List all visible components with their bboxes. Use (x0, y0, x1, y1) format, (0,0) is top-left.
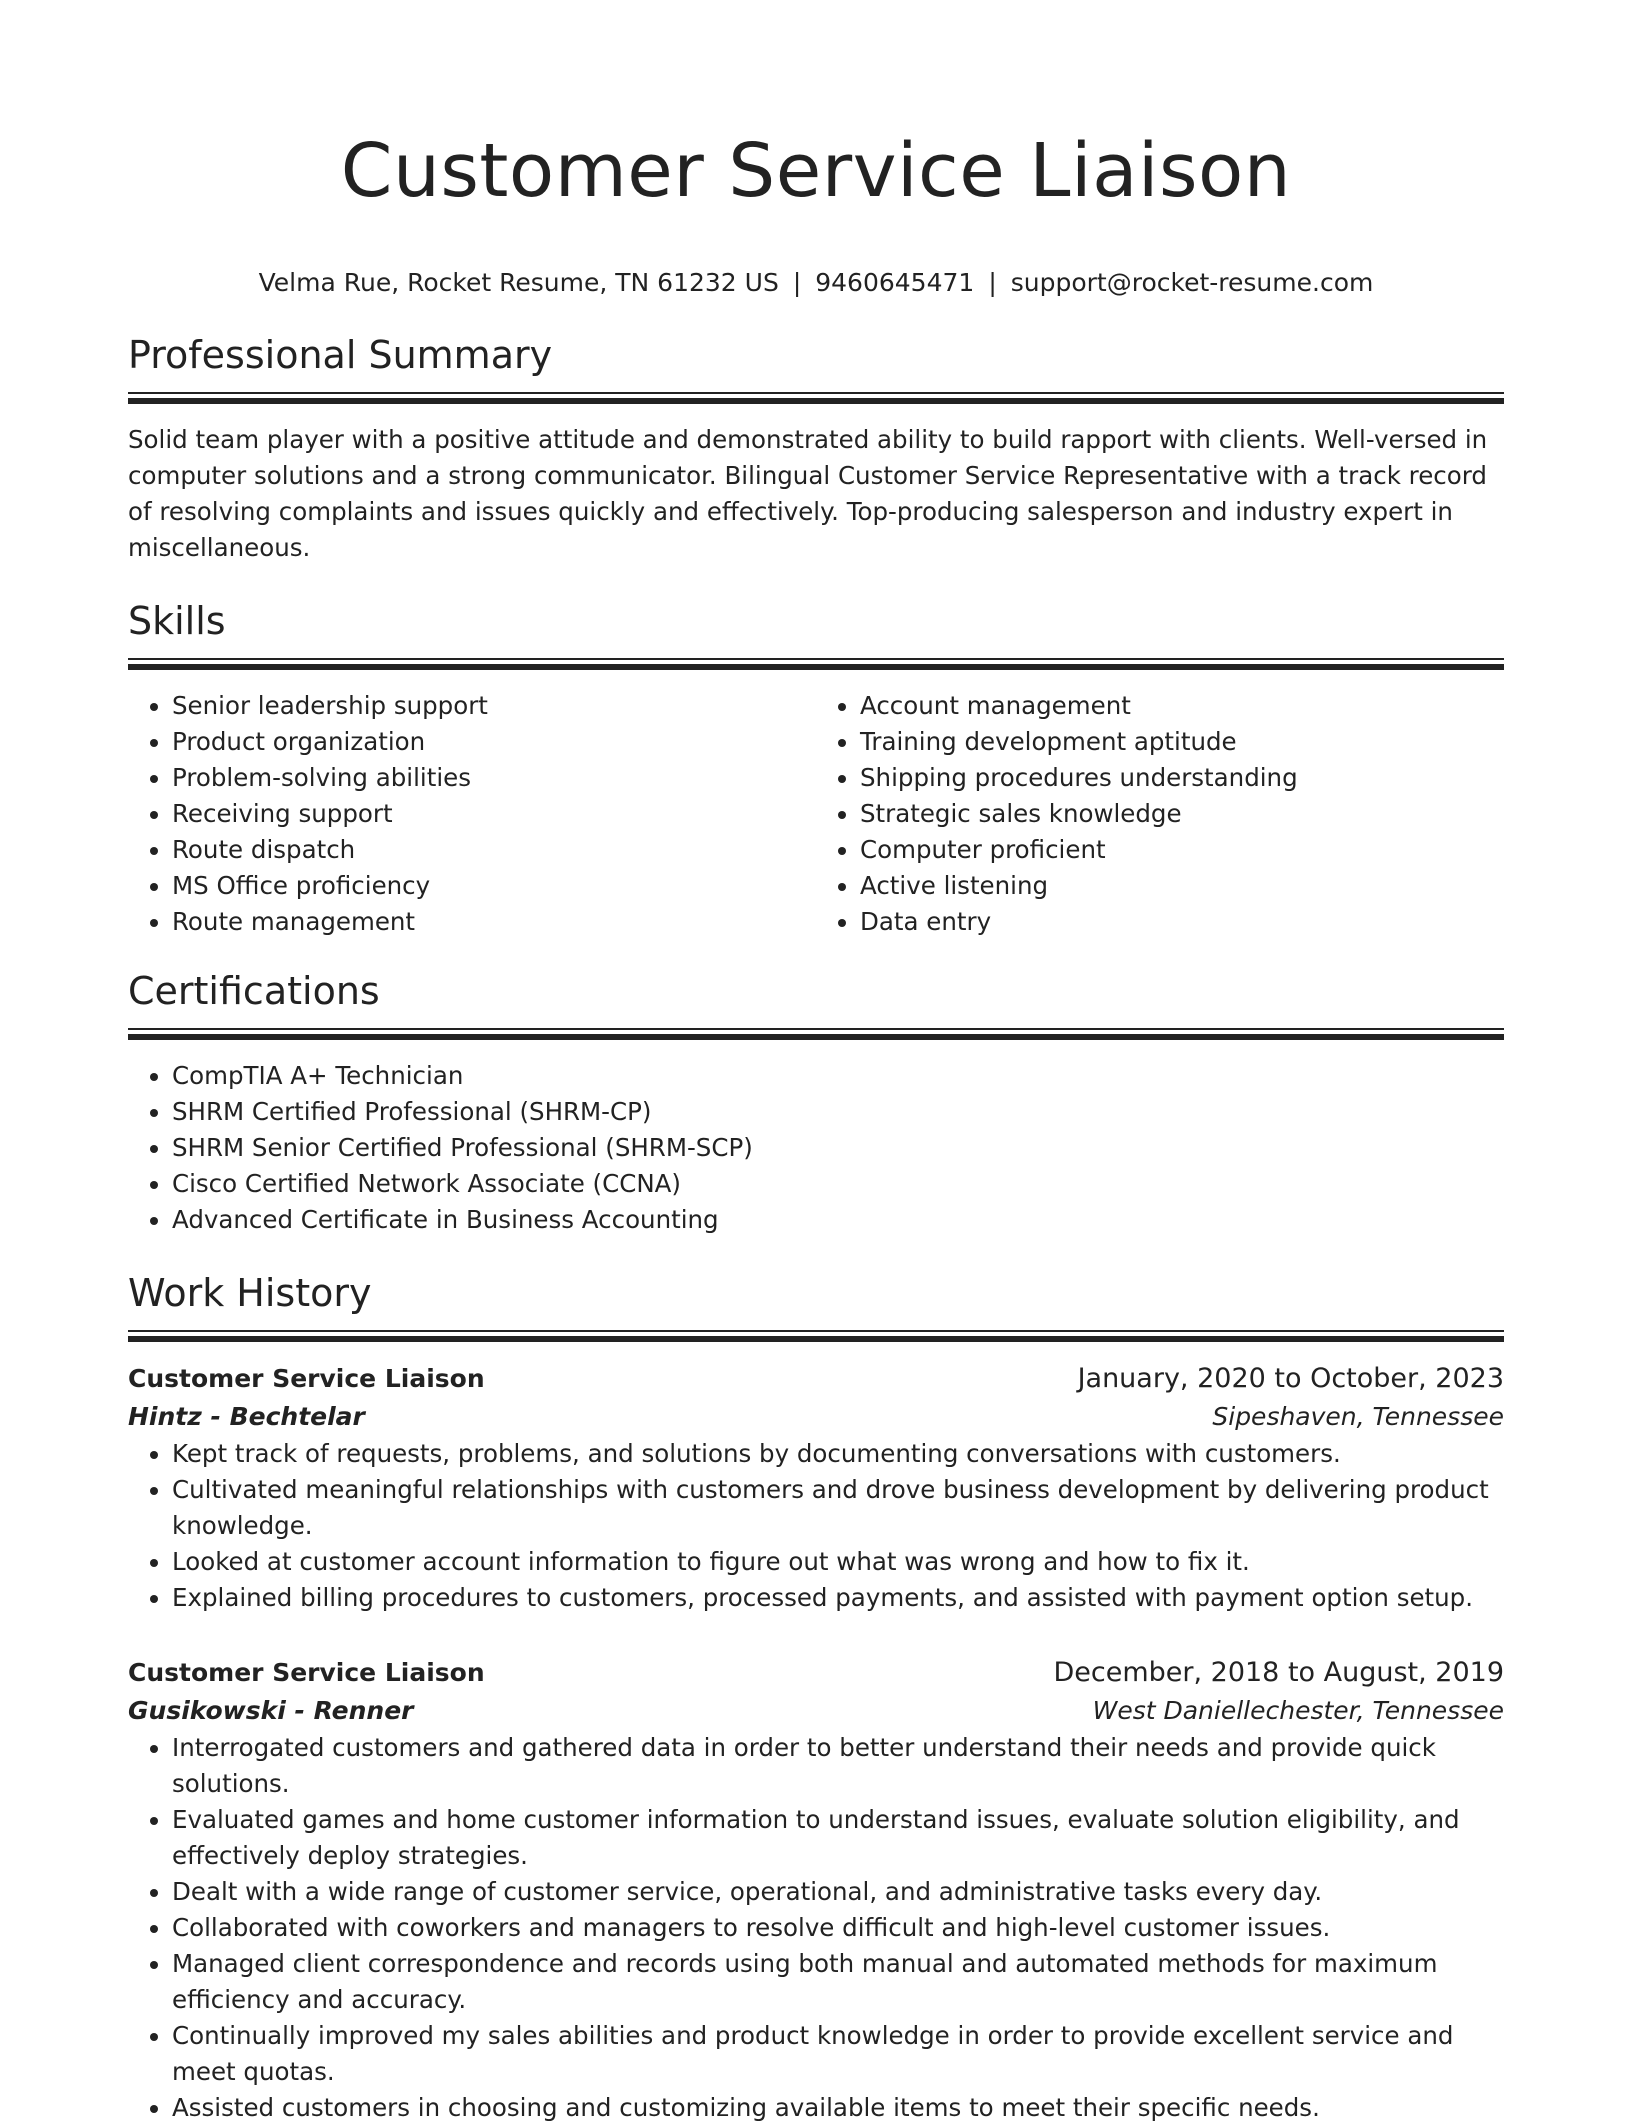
job-dates: December, 2018 to August, 2019 (1053, 1657, 1504, 1688)
skill-item: • Route management (172, 904, 816, 940)
job-header-row (128, 1654, 1504, 1692)
certification-item: • Advanced Certificate in Business Accounting (172, 1202, 1504, 1238)
skill-item: • Route dispatch (172, 832, 816, 868)
job-bullet: • Kept track of requests, problems, and solutions by documenting conversations with customers. (172, 1436, 1504, 1472)
job-bullet: • Looked at customer account information to figure out what was wrong and how to fix it. (172, 1544, 1504, 1580)
summary-section (128, 330, 1504, 566)
skill-item: • Training development aptitude (860, 724, 1504, 760)
job-bullet: • Managed client correspondence and records using both manual and automated methods for maximum efficiency and accuracy. (172, 1946, 1504, 2018)
skill-item: • Product organization (172, 724, 816, 760)
job-bullet: • Interrogated customers and gathered data in order to better understand their needs and provide quick solutions. (172, 1730, 1504, 1802)
job-bullet: • Evaluated games and home customer information to understand issues, evaluate solution eligibility, and effectively deploy strategies. (172, 1802, 1504, 1874)
skill-item: • Problem-solving abilities (172, 760, 816, 796)
job-bullet: • Continually improved my sales abilities and product knowledge in order to provide excellent service and meet quotas. (172, 2018, 1504, 2090)
section-heading: Professional Summary (128, 333, 553, 377)
summary-text: Solid team player with a positive attitude and demonstrated ability to build rapport with clients. Well-versed in computer solutions and a strong communicator. Bilingual Customer Service Representative with a track record of resolving complaints and issues quickly and effectively. Top-producing salesperson and industry expert in miscellaneous. (128, 425, 1488, 562)
contact-line (128, 266, 1504, 300)
skills-list-right (816, 688, 1504, 940)
job-location: Sipeshaven, Tennessee (1212, 1402, 1504, 1431)
job-bullet: • Dealt with a wide range of customer service, operational, and administrative tasks every day. (172, 1874, 1504, 1910)
job-bullet: • Explained billing procedures to customers, processed payments, and assisted with payment option setup. (172, 1580, 1504, 1616)
resume-title: Customer Service Liaison (340, 128, 1292, 214)
job-entry (128, 1654, 1504, 2126)
section-heading: Work History (128, 1271, 372, 1315)
certifications-section (128, 966, 1504, 1238)
section-divider (128, 1028, 1504, 1040)
job-header-row (128, 1360, 1504, 1398)
skill-item: • Receiving support (172, 796, 816, 832)
job-title: Customer Service Liaison (128, 1658, 485, 1687)
skill-item: • Shipping procedures understanding (860, 760, 1504, 796)
contact-separator: | (988, 268, 997, 297)
section-heading: Skills (128, 599, 226, 643)
certifications-list (128, 1058, 1504, 1238)
section-divider (128, 392, 1504, 404)
contact-email: support@rocket-resume.com (1010, 268, 1374, 297)
contact-phone: 9460645471 (815, 268, 975, 297)
contact-separator: | (792, 268, 802, 297)
job-bullets (128, 1730, 1504, 2126)
skill-item: • Strategic sales knowledge (860, 796, 1504, 832)
summary-text-block (128, 422, 1504, 566)
skills-section (128, 596, 1504, 940)
skill-item: • Senior leadership support (172, 688, 816, 724)
job-company: Gusikowski - Renner (128, 1696, 414, 1725)
section-divider (128, 1330, 1504, 1342)
job-company-row (128, 1398, 1504, 1436)
job-title: Customer Service Liaison (128, 1364, 485, 1393)
job-bullets (128, 1436, 1504, 1616)
job-bullet: • Cultivated meaningful relationships with customers and drove business development by delivering product knowledge. (172, 1472, 1504, 1544)
skills-list-left (128, 688, 816, 940)
job-company: Hintz - Bechtelar (128, 1402, 365, 1431)
job-location: West Daniellechester, Tennessee (1092, 1696, 1504, 1725)
contact-address: Velma Rue, Rocket Resume, TN 61232 US (258, 268, 779, 297)
skill-item: • MS Office proficiency (172, 868, 816, 904)
work-history-section (128, 1268, 1504, 2126)
section-divider (128, 658, 1504, 670)
skill-item: • Account management (860, 688, 1504, 724)
job-dates: January, 2020 to October, 2023 (1077, 1363, 1504, 1394)
certification-item: • SHRM Senior Certified Professional (SHRM-SCP) (172, 1130, 1504, 1166)
skill-item: • Computer proficient (860, 832, 1504, 868)
job-company-row (128, 1692, 1504, 1730)
job-bullet: • Assisted customers in choosing and customizing available items to meet their specific needs. (172, 2090, 1504, 2126)
job-bullet: • Collaborated with coworkers and managers to resolve difficult and high-level customer issues. (172, 1910, 1504, 1946)
certification-item: • CompTIA A+ Technician (172, 1058, 1504, 1094)
job-entry (128, 1360, 1504, 1616)
skill-item: • Active listening (860, 868, 1504, 904)
skills-columns (128, 688, 1504, 940)
certification-item: • SHRM Certified Professional (SHRM-CP) (172, 1094, 1504, 1130)
skill-item: • Data entry (860, 904, 1504, 940)
certification-item: • Cisco Certified Network Associate (CCNA) (172, 1166, 1504, 1202)
section-heading: Certifications (128, 969, 380, 1013)
